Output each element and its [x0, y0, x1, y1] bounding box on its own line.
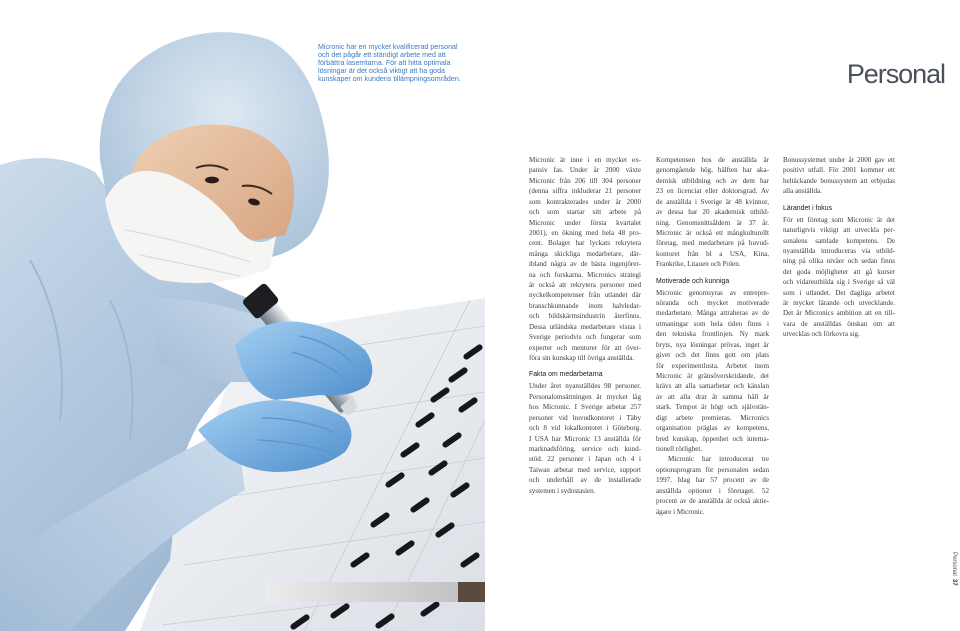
photo-caption: [318, 43, 468, 83]
text-line: företag, med medarbetare på huvud-: [656, 239, 769, 248]
text-line: marknadsföring, service och kund-: [529, 444, 641, 453]
text-line: föra sin kunskap till övriga anställda.: [529, 354, 635, 363]
text-line: givet och det finns gott om plats: [656, 351, 769, 360]
text-line: naturligtvis viktigt att utveckla per-: [783, 226, 895, 235]
section-heading: Motiverade och kunniga: [656, 277, 730, 285]
text-line: experter och mentorer för att över-: [529, 343, 641, 352]
paragraph: [783, 215, 895, 340]
text-line: systemen i sydostasien.: [529, 486, 596, 495]
text-line: ägare i Micronic.: [656, 507, 705, 516]
section-heading: Lärandet i fokus: [783, 204, 833, 212]
paragraph: [656, 288, 769, 455]
text-line: nyckelkompetenser från utlandet där: [529, 291, 641, 300]
text-line: branschkunnande inom halvledar-: [529, 301, 641, 310]
text-line: vara de anställdas önskan om att: [783, 319, 895, 328]
text-line: Kompetensen hos de anställda är: [656, 156, 769, 164]
text-line: den tekniska frontlinjen. Ny mark: [656, 330, 769, 339]
bottom-strip-block: [458, 582, 485, 602]
text-line: Bonussystemet under år 2000 gav ett: [783, 156, 895, 164]
text-line: 2001), en ökning med hela 48 pro-: [529, 228, 641, 237]
text-column-3: [783, 155, 895, 340]
text-line: många skickliga medarbetare, där-: [529, 249, 641, 258]
text-line: ibland några av de bästa ingenjörer-: [529, 260, 641, 269]
caption-line: förbättra laserritarna. För att hitta optimala: [318, 59, 451, 68]
text-line: Sverige periodvis och fungerar som: [529, 333, 641, 342]
text-line: 1997. Idag har 57 procent av de: [656, 476, 769, 485]
text-line: Taiwan arbetar med service, support: [529, 465, 641, 474]
text-line: krävs att alla samarbetar och känslan: [656, 382, 769, 391]
text-line: de anställda i Sverige är 48 kvinnor,: [656, 197, 769, 206]
section-heading: Fakta om medarbetarna: [529, 371, 603, 379]
text-line: Micronic är gränsöverskridande, det: [656, 372, 769, 381]
text-line: Micronic under första kvartalet: [529, 218, 641, 227]
text-line: 23 en licenciat eller doktorsgrad. Av: [656, 187, 769, 196]
text-line: procent av de anställda är också aktie-: [656, 497, 769, 506]
text-line: alla anställda.: [783, 187, 822, 196]
text-line: för experimentlusta. Arbetet inom: [656, 361, 769, 370]
text-line: Micronic har introducerat tre: [668, 455, 769, 464]
text-line: stark. Tempot är högt och självstän-: [656, 403, 769, 412]
text-line: som i utlandet. Det dagliga arbetet: [783, 288, 895, 297]
text-line: cent. Bolaget har lyckats rekrytera: [529, 239, 641, 248]
text-line: är mycket lärande och utvecklande.: [783, 299, 895, 308]
caption-line: kunskaper om kundens tillämpningsområden.: [318, 75, 461, 84]
text-line: kontoret från bl a USA, Kina,: [656, 249, 769, 258]
text-line: som kontrakterades under år 2000: [529, 197, 641, 206]
text-line: positivt utfall. För 2001 kommer ett: [783, 166, 895, 175]
text-line: digt arbete premieras. Micronics: [656, 413, 769, 422]
text-line: hos Micronic. I Sverige arbetar 257: [529, 403, 641, 412]
text-line: anställda optioner i företaget. 52: [656, 486, 769, 495]
text-line: För ett företag som Micronic är det: [783, 215, 895, 224]
text-line: Det är Micronics ambition att en till-: [783, 309, 895, 318]
text-line: ning på olika nivåer och sedan finns: [783, 257, 895, 266]
paragraph: [529, 155, 641, 363]
paragraph: [783, 155, 895, 197]
text-column-2: [656, 155, 769, 517]
paragraph: [529, 381, 641, 496]
text-line: det goda möjligheter att gå kurser: [783, 267, 895, 276]
text-line: na och forskarna. Micronics strategi: [529, 270, 641, 279]
page-title: Personal: [846, 59, 945, 89]
text-line: Micronic från 206 till 304 personer: [529, 176, 641, 185]
text-line: I USA har Micronic 13 anställda för: [529, 434, 641, 443]
text-line: medarbetare. Många attraheras av de: [656, 309, 769, 318]
text-line: sonalens samlade kompetens. De: [783, 236, 895, 245]
text-line: ning. Genomsnittsåldern är 37 år.: [656, 218, 769, 227]
text-line: (denna siffra inkluderar 21 personer: [529, 187, 641, 196]
text-line: nyanställda introduceras via utbild-: [783, 246, 895, 255]
text-line: och 8 vid lokalkontoret i Göteborg.: [529, 424, 641, 433]
text-line: bred kunskap, öppenhet och interna-: [656, 434, 769, 443]
text-line: organisation präglas av kompetens,: [656, 424, 769, 433]
text-line: och som startar sitt arbete på: [529, 208, 641, 217]
folio-section: Personal: [951, 552, 957, 576]
text-line: utvecklas och förkovra sig.: [783, 330, 860, 339]
text-line: heltäckande bonussystem att erbjudas: [783, 176, 895, 185]
text-line: Under året nyanställdes 98 personer.: [529, 382, 641, 391]
text-line: bryts, nya lösningar prövas, inget är: [656, 340, 769, 349]
text-line: demisk utbildning och av dem har: [656, 176, 769, 185]
text-line: är också att rekrytera personer med: [529, 281, 641, 290]
text-line: tionell rörlighet.: [656, 444, 703, 453]
text-line: och underhåll av de installerade: [529, 476, 641, 485]
text-line: personer vid huvudkontoret i Täby: [529, 413, 641, 422]
bottom-strip: [265, 582, 460, 602]
caption-line: Micronic har en mycket kvalificerad personal: [318, 43, 458, 51]
text-line: stöd. 22 personer i Japan och 4 i: [529, 455, 641, 464]
caption-line: lösningar är det också viktigt att ha goda: [318, 67, 445, 76]
text-line: Frankrike, Litauen och Polen.: [656, 260, 741, 269]
text-column-1: [529, 155, 641, 496]
eye: [205, 177, 219, 184]
caption-line: och det pågår ett ständigt arbete med att: [318, 51, 446, 60]
text-line: och vidareutbilda sig i Sverige så väl: [783, 278, 895, 287]
text-line: Dessa utländska medarbetare vistas i: [529, 322, 641, 331]
text-line: optionsprogram för personalen sedan: [656, 465, 769, 474]
page-folio: [950, 552, 958, 586]
text-line: och bildskärmsindustrin återfinns.: [529, 312, 641, 321]
text-line: genomgående hög, hälften har aka-: [656, 166, 769, 175]
text-line: pansiv fas. Under år 2000 växte: [529, 166, 641, 175]
paragraph: [656, 454, 769, 517]
text-line: av dessa har 20 akademisk utbild-: [656, 208, 769, 217]
text-line: Micronic är inne i en mycket ex-: [529, 156, 641, 164]
text-line: utmaningar som hela tiden finns i: [656, 319, 769, 328]
text-line: Micronic genomsyras av entrepre-: [656, 288, 769, 297]
text-line: Personalomsättningen är mycket låg: [529, 392, 641, 401]
paragraph: [656, 155, 769, 270]
text-line: Micronic är också ett mångkulturellt: [656, 228, 769, 237]
text-line: av att alla drar åt samma håll är: [656, 392, 769, 401]
text-line: nöranda och mycket motiverade: [656, 299, 769, 308]
page-number: 37: [951, 579, 957, 587]
